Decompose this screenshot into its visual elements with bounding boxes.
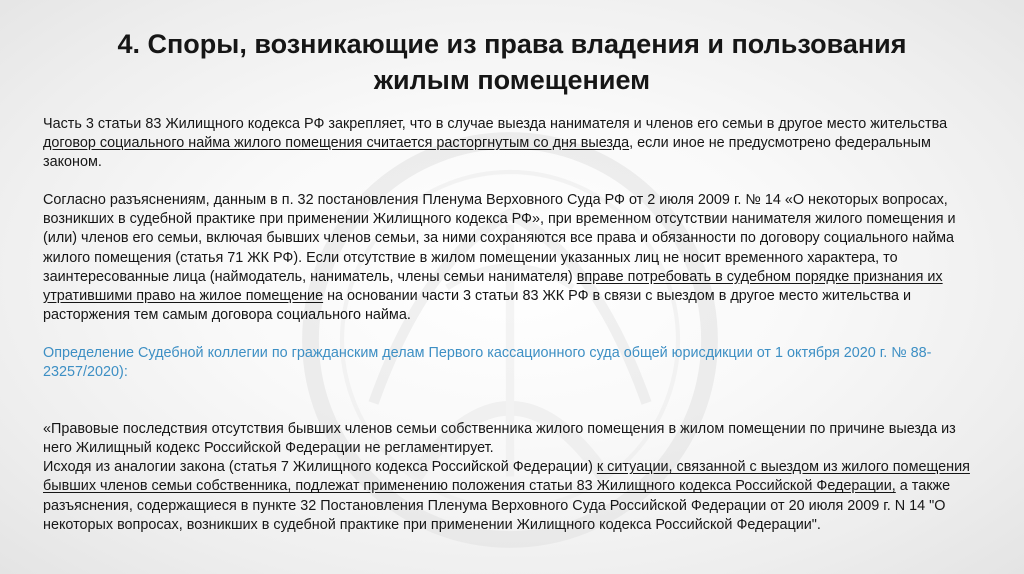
quote-paragraph-2-text: Исходя из аналогии закона (статья 7 Жилищного кодекса Российской Федерации) — [43, 459, 597, 476]
paragraph-1-text: Часть 3 статьи 83 Жилищного кодекса РФ закрепляет, что в случае выезда нанимателя и членов его семьи в другое место жительства — [43, 116, 948, 132]
quote-paragraph-2-text-end: а также разъяснения, содержащиеся в пункте 32 Постановления Пленума Верховного Суда Российской Федерации от 20 июля 2009 г. N 14 "О некоторых вопросах, возникших в судебной практике при применении Жилищного кодекса Российской Федерации". — [43, 478, 951, 533]
quote-paragraph-2-underlined: к ситуации, связанной с выездом из жилого помещения бывших членов семьи собственника, подлежат применению положения статьи 83 Жилищного кодекса Российской Федерации, — [43, 459, 970, 495]
title-line-1: 4. Споры, возникающие из права владения и пользования — [117, 29, 907, 59]
slide-body — [43, 115, 983, 535]
paragraph-2-underlined: вправе потребовать в судебном порядке признания их утратившими право на жилое помещение — [43, 268, 943, 304]
paragraph-1-underlined: договор социального найма жилого помещения считается расторгнутым со дня выезда — [43, 135, 630, 152]
paragraph-2-text-end: на основании части 3 статьи 83 ЖК РФ в связи с выездом в другое место жительства и расторжения тем самым договора социального найма. — [43, 287, 912, 323]
quote-paragraph-1: «Правовые последствия отсутствия бывших членов семьи собственника жилого помещения в жилом помещении по причине выезда из него Жилищный кодекс Российской Федерации не регламентирует. — [43, 421, 956, 457]
paragraph-2 — [43, 191, 983, 325]
title-line-2: жилым помещением — [373, 65, 651, 95]
court-ruling-reference: Определение Судебной коллегии по гражданским делам Первого кассационного суда общей юрисдикции от 1 октября 2020 г. № 88-23257/2020): — [43, 344, 932, 381]
paragraph-2-text: Согласно разъяснениям, данным в п. 32 постановления Пленума Верховного Суда РФ от 2 июля 2009 г. № 14 «О некоторых вопросах, возникших в судебной практике при применении Жилищного кодекса РФ», при временном отсутствии нанимателя жилого помещения и (или) членов его семьи, включая бывших членов семьи, за ними сохраняются все права и обязанности по договору социального найма жилого помещения (статья 71 ЖК РФ). Если отсутствие в жилом помещении указанных лиц не носит временного характера, то заинтересованные лица (наймодатель, наниматель, члены семьи нанимателя) — [43, 192, 956, 285]
paragraph-1 — [43, 115, 983, 172]
paragraph-1-text-end: , если иное не предусмотрено федеральным законом. — [43, 135, 931, 171]
quote-paragraph-2 — [43, 458, 983, 534]
slide-title — [40, 26, 984, 98]
